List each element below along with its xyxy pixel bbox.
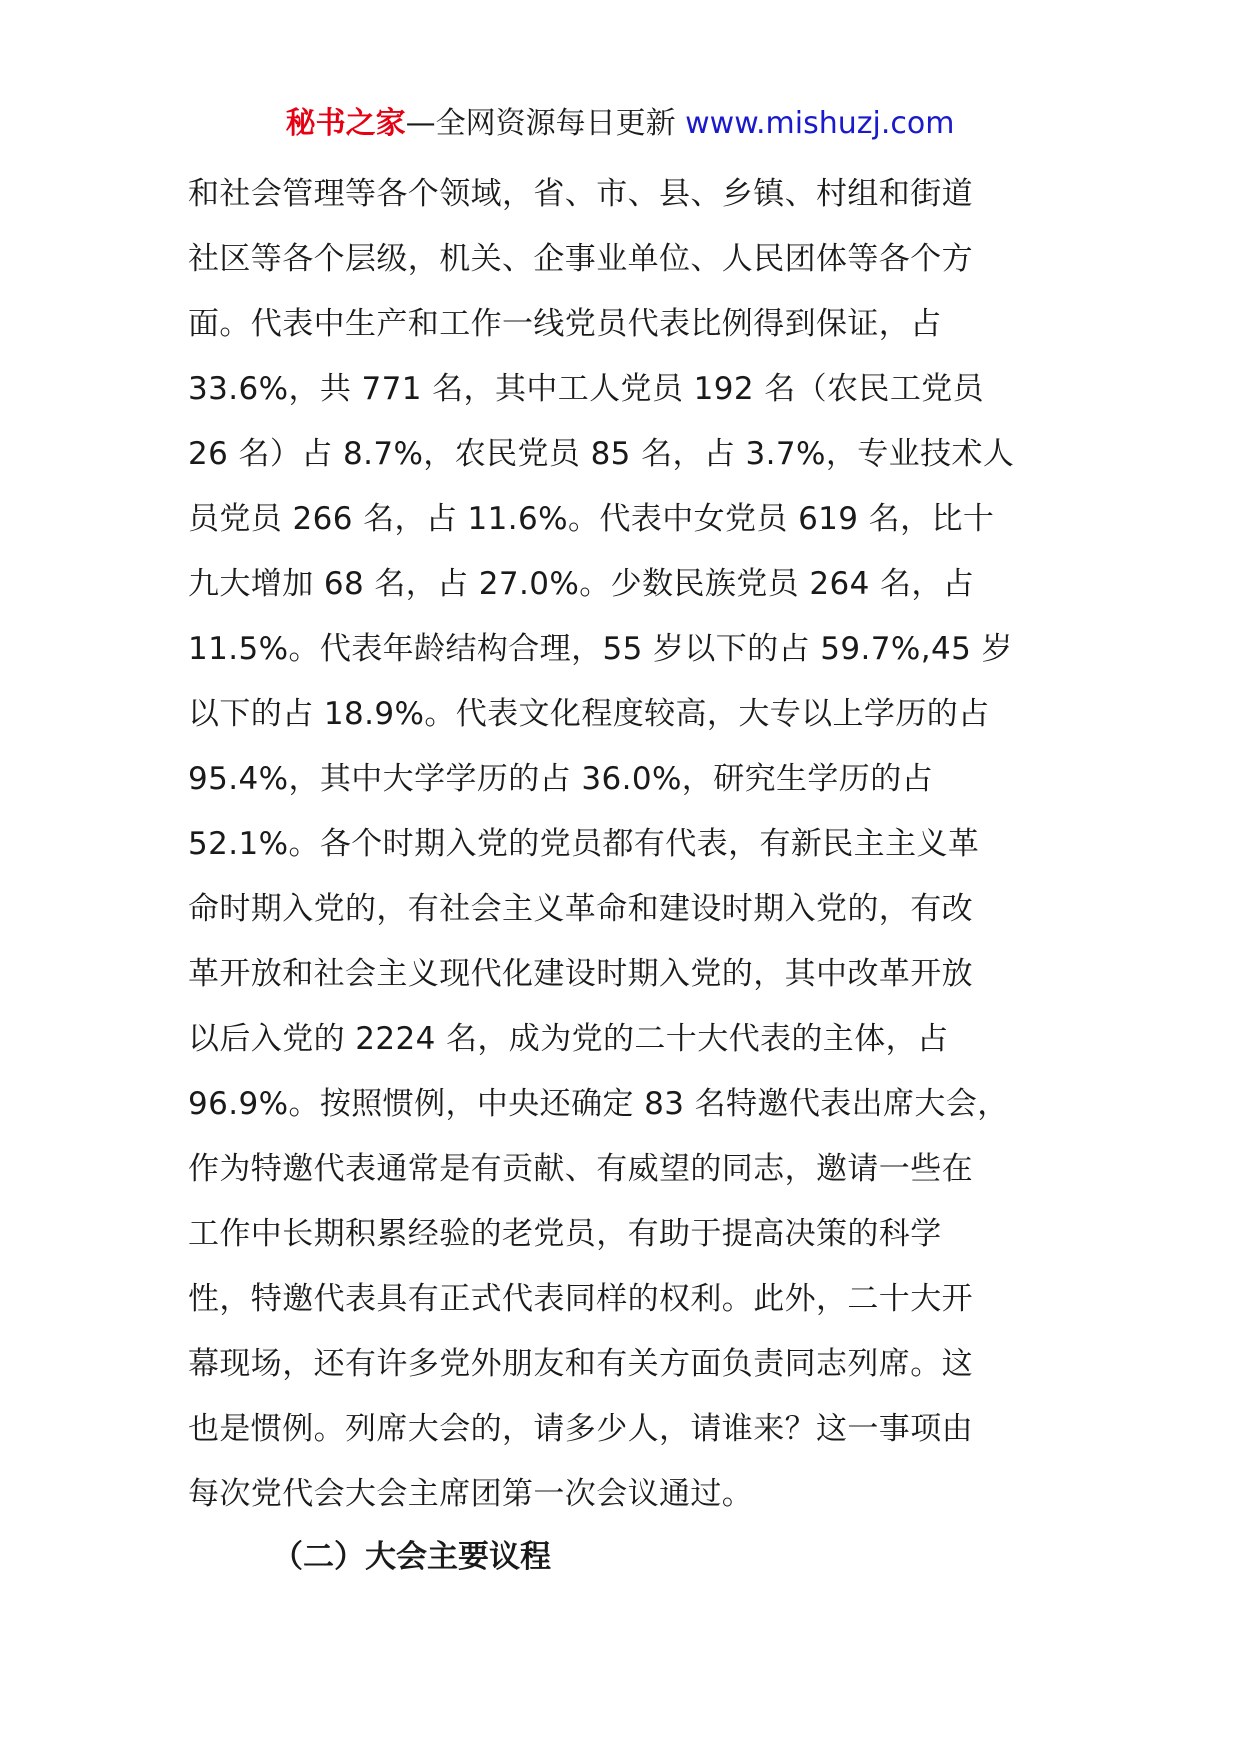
body-line: 面。代表中生产和工作一线党员代表比例得到保证，占 [188, 306, 942, 342]
body-line: 也是惯例。列席大会的，请多少人，请谁来？这一事项由 [188, 1411, 973, 1447]
body-line: 员党员 266 名，占 11.6%。代表中女党员 619 名，比十 [188, 501, 995, 537]
body-line: 和社会管理等各个领域，省、市、县、乡镇、村组和街道 [188, 176, 973, 212]
body-line: 工作中长期积累经验的老党员，有助于提高决策的科学 [188, 1216, 942, 1252]
body-line: 96.9%。按照惯例，中央还确定 83 名特邀代表出席大会， [188, 1086, 1009, 1122]
body-line: 26 名）占 8.7%，农民党员 85 名，占 3.7%，专业技术人 [188, 436, 1015, 472]
body-line: 九大增加 68 名，占 27.0%。少数民族党员 264 名，占 [188, 566, 975, 602]
body-line: 社区等各个层级，机关、企事业单位、人民团体等各个方 [188, 241, 973, 277]
body-line: 52.1%。各个时期入党的党员都有代表，有新民主主义革 [188, 826, 980, 862]
body-line: 以下的占 18.9%。代表文化程度较高，大专以上学历的占 [188, 696, 990, 732]
page-header [0, 104, 1240, 144]
body-line: 33.6%，共 771 名，其中工人党员 192 名（农民工党员 [188, 371, 985, 407]
site-brand: 秘书之家 [285, 106, 406, 141]
body-line: 每次党代会大会主席团第一次会议通过。 [188, 1476, 754, 1512]
body-line: 11.5%。代表年龄结构合理，55 岁以下的占 59.7%,45 岁 [188, 631, 1013, 667]
section-heading: （二）大会主要议程 [272, 1539, 551, 1575]
site-tagline: —全网资源每日更新 [405, 106, 676, 141]
body-line: 95.4%，其中大学学历的占 36.0%，研究生学历的占 [188, 761, 934, 797]
body-line: 性，特邀代表具有正式代表同样的权利。此外，二十大开 [188, 1281, 973, 1317]
site-url[interactable]: www.mishuzj.com [685, 106, 955, 141]
body-line: 命时期入党的，有社会主义革命和建设时期入党的，有改 [188, 891, 973, 927]
body-text [188, 167, 1058, 1532]
body-line: 以后入党的 2224 名，成为党的二十大代表的主体，占 [188, 1021, 949, 1057]
body-line: 革开放和社会主义现代化建设时期入党的，其中改革开放 [188, 956, 973, 992]
body-line: 幕现场，还有许多党外朋友和有关方面负责同志列席。这 [188, 1346, 973, 1382]
body-line: 作为特邀代表通常是有贡献、有威望的同志，邀请一些在 [188, 1151, 973, 1187]
